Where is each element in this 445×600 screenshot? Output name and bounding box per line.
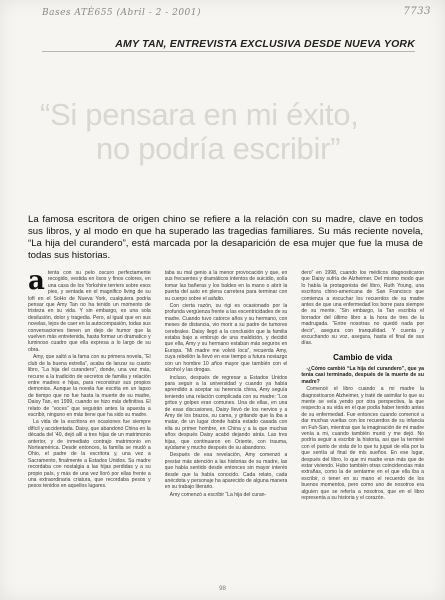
body-paragraph: taba su mal genio a la menor provocación y que, en sus frecuentes y dramáticos intentos de suicidio, solía tomar las bañeras y los baldes en la mano o abrir la puerta del auto en plena carretera para terminar con su cuerpo sobre el asfalto. [164, 270, 288, 302]
page-folio: 98 [219, 586, 226, 592]
body-paragraph: Amy comenzó a escribir “La hija del curan- [169, 491, 267, 498]
interview-question: -¿Cómo cambió “La hija del curandero”, que ya tenía casi terminado, después de la muerte de su madre? [301, 365, 425, 385]
pull-quote-line-1: “Si pensara en mi éxito, [40, 97, 359, 132]
pull-quote-line-2: no podría escribir” [96, 131, 341, 166]
body-column-3 [301, 270, 424, 582]
body-column-1 [28, 270, 151, 582]
subsection-heading: Cambio de vida [333, 352, 393, 362]
drop-cap: a [28, 270, 45, 296]
body-paragraph: La vida de la escritora en ocasiones fue siempre difícil y accidentada. Daisy, que abandonó China en la década del ’40, dejó allí a tres hijas de un matrimonio anterior, y de inmediato contrajo matrimonio en Norteamérica. Desde entonces, la familia se mudó a Ohio, el padre de la escritora y, una vez a Sacramento, finalmente a Estados Unidos. Su madre recordaba con nostalgia a las hijas perdidas y a su propio país, y más de una vez lloró por ellas frente a una extraordinaria criatura, que recordaba pesos y pesos tenidos en aquellos lugares. [28, 419, 151, 490]
section-header: AMY TAN, ENTREVISTA EXCLUSIVA DESDE NUEVA YORK [115, 38, 415, 50]
body-paragraph: Amy, que saltó a la fama con su primera novela, “El club de la buena estrella”, acaba de lanzar su cuarto libro, “La hija del curandero”, donde, una vez más, recurre a la tradición de secretos de familia y relación entre madres e hijas, para reconstruir sus propios demonios. Aunque la novela fue escrita en un lapso de tiempo que no fue hasta la muerte de su madre, Daisy Tan, en 1999, cuando se hizo más definitiva. El relato de “voces” que seguirán antes la apuesta a escribir, ninguno en más tiene que ha sido su madre. [28, 354, 151, 418]
article-body [28, 270, 424, 582]
body-paragraph: dero” en 1998, cuando los médicos diagnosticaron que Daisy sufría de Alzheimer. Del mismo modo que lo había la protagonista del libro, Ruth Young, una escritora chino-americana de San Francisco que comienza a escuchar los recuerdos de su madre antes de que una enfermedad los borre para siempre de su mente. “Sin embargo, la Tan escribía el borrador del último libro a la hora de tres de la madrugada. “Entre nosotras no quedó nada por decir”, asegura con tranquilidad. Y cuenta y escuchando su voz, asegura, hasta el final de sus días. [301, 270, 425, 347]
body-paragraph: Comencé el libro cuando a mi madre la diagnosticaron Alzheimer, y traté de asimilar lo que su mente se veía yendo por otra perspectiva, la que respecto a su vida en el que podía haber tenido antes de su enfermedad. Fue entonces cuando comencé a dar muchas vueltas con los recuerdos de su infancia en Fuh-San, mientras que la imaginación de mi madre venía a mi, cuando también murió y me dejó. No podría seguir a escribir la historia, asi que la terminé con el punto de vista de lo que tu jugué de ella por la que sentía al final de mis sueños. En ese lugar, después del libro, lo que mi madre eran más que de estar viviendo. Hubo también otras coincidencias más extrañas, como la de sentarme en el que ella iba a escribir, o tener en su mano el recuerdo de los buenos momentos, pero como uno de nosotros era alguien que se refería a nosotros, que en el libro representa a su historia y el corazón. [301, 386, 425, 501]
body-paragraph: Después de esa revelación, Amy comenzó a prestar más atención a las historias de su madre, las que había sentido desde entonces sin mayor interés desde que la había conocido. Cada relato, cada anécdota y personaje ha aparecido de alguna manera en su trabajo literario. [164, 452, 288, 491]
pull-quote [40, 98, 419, 166]
handwritten-page-number: 7733 [403, 6, 431, 17]
handwritten-archive-note: Bases ATÈ655 (Abril - 2 - 2001) [42, 8, 202, 18]
body-paragraph: Incluso, después de regresar a Estados Unidos para seguir a la universidad y cuando ya había aprendido a aceptar su herencia china, Amy seguía teniendo una relación complicada con su madre: “Los gritos y golpes eran comunes. Una de ellas, en una de esas discusiones, Daisy llevó de los nervios y a Amy de los brazos, su cama, y gritando que la iba a matar, de un lugar donde había estado casada con ella su primer hombre, en China y a la que muchas años después Daisy acabó dejando atrás. Las tres hijas, que continuaron en Oriente, con trauma, ayúdame y mucho después de su abandono. [164, 374, 288, 451]
body-column-2 [165, 270, 288, 582]
article-intro: La famosa escritora de origen chino se refiere a la relación con su madre, clave en todos sus libros, y al modo en que ha superado las tragedias familiares. Su más reciente novela, “La hija del curandero”, está marcada por la desaparición de esa mujer que fue la musa de todas sus historias. [28, 214, 423, 261]
body-paragraph: Con cierta razón, su rigi es ocasionado por la profunda vergüenza frente a las excentricidades de su madre. Cuando tuvo catorce años y su hermano, con meses de distancia, vio morir a su padre de tumores cerebrales. Daisy llegó a la conclusión que la familia estaba bajo a embrujo de una maldición, y decidió que ella, Amy y su hermano estaban más seguros en Europa. “Mi madre me volvió loca”, recuerda Amy, cuya rebelión la llevó en ese tiempo a futura noviazgo con un hombre 10 años mayor que también con el alcohol y las drogas. [164, 303, 288, 374]
header-divider [42, 51, 415, 52]
body-paragraph: tenta con su pelo oscuro perfectamente recogido, vestida en lisos y finos colores, en una casa de los Yorkshire terriers sobre esos pies, y sentada en el magnifico living de su loft en el SoHo de Nueva York, cualquiera podria pensar que Amy Tan no ha tenido un momento de tristeza en su vida. Y sin embargo, es una sola desilusión, dolor y tragedia. Pero, al igual que en sus novelas, lejos de caer en la autocompasión, todas sus conversaciones tienen un dejo de humor que la vuelven más entretenida, hasta formar un dramatico y luminoso cuadro que ella expresa a lo largo de su obra. [28, 270, 151, 353]
